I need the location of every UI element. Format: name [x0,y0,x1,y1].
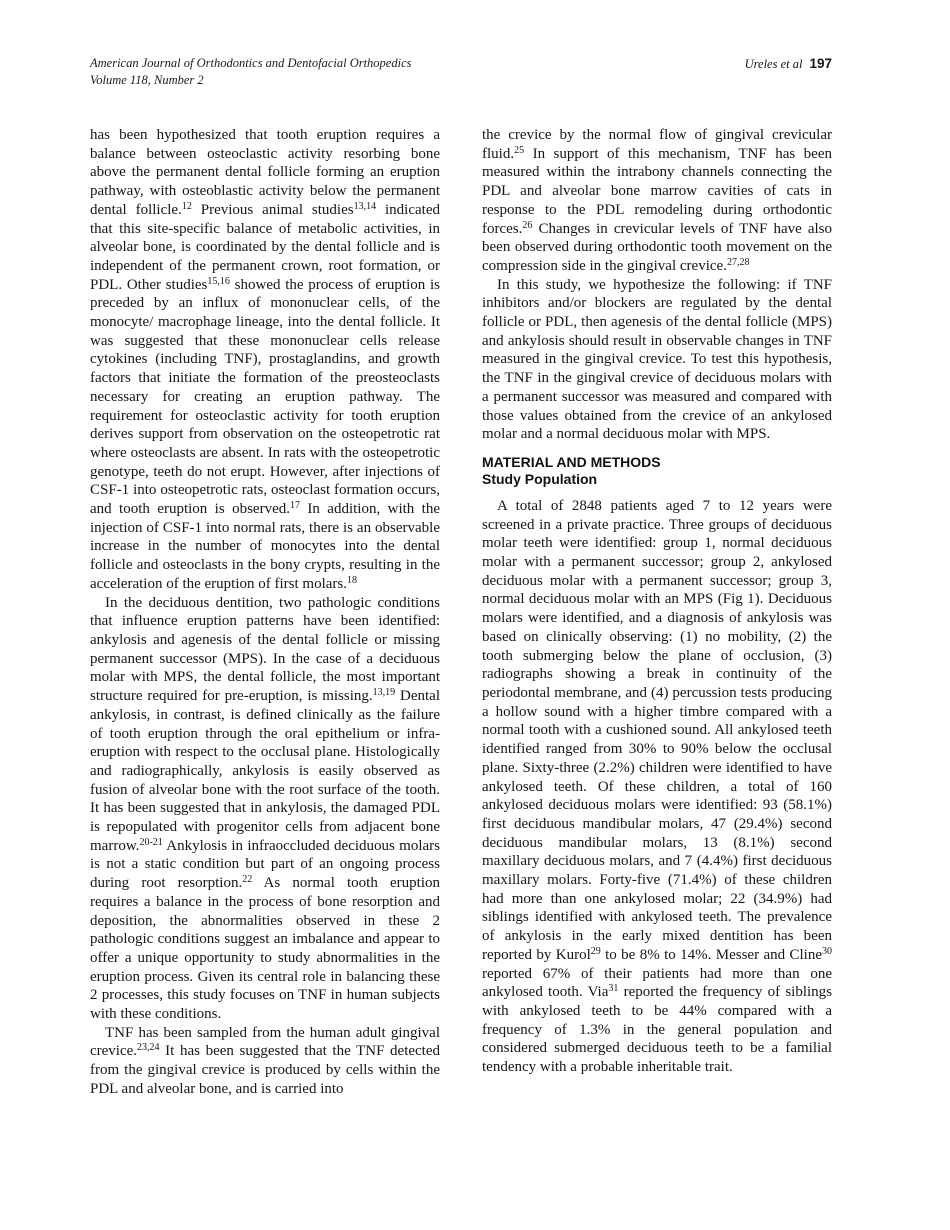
paragraph: has been hypothesized that tooth eruption requires a balance between osteoclastic activity resorbing bone above the permanent dental follicle forming an eruption pathway, with osteoblastic activity below the permanent dental follicle.$^{12}$ Previous animal studies$^{13,14}$ indicated that this site-specific balance of metabolic activities, in alveolar bone, is coordinated by the dental follicle and is independent of the permanent crown, root formation, or PDL. Other studies$^{15,16}$ showed the process of eruption is preceded by an influx of mononuclear cells, of the monocyte/ macrophage lineage, into the dental follicle. It was suggested that these mononuclear cells release cytokines (including TNF), prostaglandins, and growth factors that initiate the formation of the preosteoclasts necessary for creating an eruption pathway. The requirement for osteoclastic activity for tooth eruption derives support from observation on the osteopetrotic rat where osteoclasts are absent. In rats with the osteopetrotic genotype, teeth do not erupt. However, after injections of CSF-1 into osteopetrotic rats, osteoclast formation occurs, and tooth eruption is observed.$^{17}$ In addition, with the injection of CSF-1 into normal rats, there is an observable increase in the number of monocytes into the dental follicle and osteoclasts in the bony crypts, resulting in the acceleration of the eruption of first molars.$^{18}$ [90,127,440,592]
paragraph: A total of 2848 patients aged 7 to 12 years were screened in a private practice. Three groups of deciduous molar teeth were identified: group 1, normal deciduous molar with a permanent successor; group 2, ankylosed deciduous molar with a permanent successor; group 3, normal deciduous molar with an MPS (Fig 1). Deciduous molars were identified, and a diagnosis of ankylosis was based on clinically observing: (1) no mobility, (2) the tooth submerging below the plane of occlusion, (3) radiographs showing a break in continuity of the periodontal membrane, and (4) percussion tests producing a hollow sound with a higher timbre compared with a normal tooth with a cushioned sound. All ankylosed teeth identified ranged from 30% to 90% below the occlusal plane. Sixty-three (2.2%) children were identified to have ankylosed teeth. Of these children, a total of 160 ankylosed deciduous molars were identified: 93 (58.1%) first deciduous mandibular molars, 47 (29.4%) second deciduous mandibular molars, 13 (8.1%) second maxillary deciduous molars, and 7 (4.4%) first deciduous maxillary molars. Forty-five (71.4%) of these children had more than one ankylosed molar; 22 (34.9%) had siblings identified with ankylosed teeth. The prevalence of ankylosis in the early mixed dentition has been reported by Kurol$^{29}$ to be 8% to 14%. Messer and Cline$^{30}$ reported 67% of their patients had more than one ankylosed tooth. Via$^{31}$ reported the frequency of siblings with ankylosed teeth to be 44% compared with a frequency of 1.3% in the general population and considered submerged deciduous teeth to be a familial tendency with a probable inheritable trait. [482,497,832,1076]
reference-superscript: 12 [181,200,192,212]
reference-superscript: 26 [522,219,533,231]
text-column-left [90,126,440,1099]
reference-superscript: 23,24 [137,1042,160,1054]
reference-superscript: 17 [290,500,300,512]
page-header [90,55,832,89]
reference-superscript: 31 [608,983,619,995]
reference-superscript: 13,14 [353,200,377,212]
journal-title: American Journal of Orthodontics and Dentofacial Orthopedics [90,56,412,70]
paragraph: In this study, we hypothesize the following: if TNF inhibitors and/or blockers are regulated by the dental follicle or PDL, then agenesis of the dental follicle (MPS) and ankylosis should result in observable changes in TNF measured in the gingival crevice. To test this hypothesis, the TNF in the gingival crevice of deciduous molars with a permanent successor was measured and compared with those values obtained from the crevice of an ankylosed molar and a normal deciduous molar with MPS. [482,276,832,443]
reference-superscript: 20-21 [139,836,163,848]
page-number: 197 [809,56,832,71]
subsection-heading: Study Population [482,471,598,488]
reference-superscript: 13,19 [372,687,396,699]
reference-superscript: 25 [514,144,525,156]
reference-superscript: 15,16 [207,275,230,287]
volume-info: Volume 118, Number 2 [90,73,204,87]
running-head-right [745,55,832,73]
section-heading: MATERIAL AND METHODS [482,453,661,470]
paragraph: TNF has been sampled from the human adult gingival crevice.$^{23,24}$ It has been suggested that the TNF detected from the gingival crevice is produced by cells within the PDL and alveolar bone, and is carried into [90,1024,440,1097]
reference-superscript: 29 [590,945,601,957]
reference-superscript: 27,28 [726,256,750,268]
text-column-right [482,126,832,1099]
paragraph: the crevice by the normal flow of gingival crevicular fluid.$^{25}$ In support of this mechanism, TNF has been measured within the intrabony channels connecting the PDL and alveolar bone marrow cavities of cats in response to the PDL remodeling during orthodontic forces.$^{26}$ Changes in crevicular levels of TNF have also been observed during orthodontic tooth movement on the compression side in the gingival crevice.$^{27,28}$ [482,127,832,274]
paragraph: In the deciduous dentition, two pathologic conditions that influence eruption patterns have been identified: ankylosis and agenesis of the dental follicle or missing permanent successor (MPS). In the case of a deciduous molar with MPS, the dental follicle, the most important structure required for pre-eruption, is missing.$^{13,19}$ Dental ankylosis, in contrast, is defined clinically as the failure of tooth eruption through the oral epithelium or infra-eruption with respect to the occlusal plane. Histologically and radiographically, ankylosis is easily observed as fusion of alveolar bone with the root surface of the tooth. It has been suggested that in ankylosis, the damaged PDL is repopulated with progenitor cells from adjacent bone marrow.$^{20-21}$ Ankylosis in infraoccluded deciduous molars is not a static condition but part of an ongoing process during root resorption.$^{22}$ As normal tooth eruption requires a balance in the process of bone resorption and deposition, the abnormalities observed in these 2 pathologic conditions suggest an imbalance and appear to offer a unique opportunity to study abnormalities in the eruption process. Given its central role in balancing these 2 processes, this study focuses on TNF in human subjects with these conditions. [90,594,440,1023]
article-body [90,126,832,1099]
reference-superscript: 18 [347,574,357,586]
running-head-left [90,55,412,89]
running-authors: Ureles et al [744,57,803,71]
reference-superscript: 22 [242,874,253,886]
reference-superscript: 30 [822,945,832,957]
